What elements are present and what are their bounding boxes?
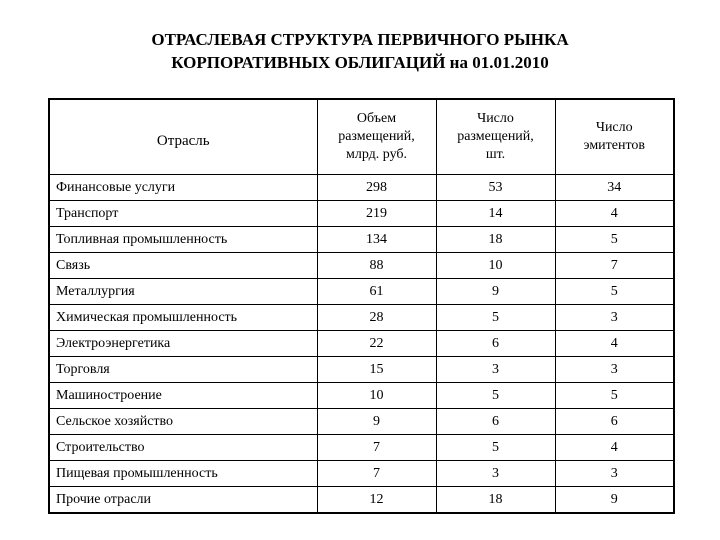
- sector-cell: Прочие отрасли: [49, 487, 317, 514]
- placements-cell: 3: [436, 357, 555, 383]
- sector-cell: Сельское хозяйство: [49, 409, 317, 435]
- header-issuers-line-1: Число: [595, 120, 633, 135]
- placements-cell: 18: [436, 227, 555, 253]
- header-placements: [436, 99, 555, 175]
- issuers-cell: 3: [555, 305, 674, 331]
- placements-cell: 9: [436, 279, 555, 305]
- table-row: [49, 175, 674, 201]
- placements-cell: 5: [436, 305, 555, 331]
- volume-cell: 15: [317, 357, 436, 383]
- table-row: [49, 383, 674, 409]
- sector-cell: Машиностроение: [49, 383, 317, 409]
- header-volume-line-2: размещений,: [338, 129, 415, 144]
- header-placements-line-1: Число: [477, 111, 514, 126]
- title-line-2: КОРПОРАТИВНЫХ ОБЛИГАЦИЙ на 01.01.2010: [171, 53, 549, 72]
- sector-cell: Транспорт: [49, 201, 317, 227]
- placements-cell: 10: [436, 253, 555, 279]
- issuers-cell: 34: [555, 175, 674, 201]
- sector-table: [48, 98, 675, 514]
- issuers-cell: 6: [555, 409, 674, 435]
- volume-cell: 22: [317, 331, 436, 357]
- issuers-cell: 5: [555, 227, 674, 253]
- header-sector: [49, 99, 317, 175]
- volume-cell: 9: [317, 409, 436, 435]
- volume-cell: 298: [317, 175, 436, 201]
- volume-cell: 134: [317, 227, 436, 253]
- header-volume: [317, 99, 436, 175]
- volume-cell: 12: [317, 487, 436, 514]
- volume-cell: 61: [317, 279, 436, 305]
- table-row: [49, 201, 674, 227]
- issuers-cell: 7: [555, 253, 674, 279]
- title-line-1: ОТРАСЛЕВАЯ СТРУКТУРА ПЕРВИЧНОГО РЫНКА: [151, 30, 569, 49]
- table-row: [49, 253, 674, 279]
- placements-cell: 18: [436, 487, 555, 514]
- header-placements-line-2: размещений,: [457, 129, 534, 144]
- sector-cell: Химическая промышленность: [49, 305, 317, 331]
- issuers-cell: 3: [555, 461, 674, 487]
- header-sector-line: Отрасль: [156, 133, 210, 149]
- header-placements-line-3: шт.: [485, 147, 506, 162]
- volume-cell: 7: [317, 435, 436, 461]
- header-issuers-line-2: эмитентов: [583, 138, 646, 153]
- sector-cell: Электроэнергетика: [49, 331, 317, 357]
- table-row: [49, 461, 674, 487]
- table-row: [49, 227, 674, 253]
- header-volume-line-1: Объем: [356, 111, 397, 126]
- volume-cell: 219: [317, 201, 436, 227]
- placements-cell: 6: [436, 331, 555, 357]
- page-title: [0, 28, 720, 74]
- placements-cell: 5: [436, 435, 555, 461]
- volume-cell: 28: [317, 305, 436, 331]
- placements-cell: 53: [436, 175, 555, 201]
- volume-cell: 88: [317, 253, 436, 279]
- table-row: [49, 435, 674, 461]
- issuers-cell: 4: [555, 435, 674, 461]
- table-row: [49, 305, 674, 331]
- placements-cell: 5: [436, 383, 555, 409]
- issuers-cell: 5: [555, 383, 674, 409]
- issuers-cell: 3: [555, 357, 674, 383]
- placements-cell: 3: [436, 461, 555, 487]
- header-row: [49, 99, 674, 175]
- placements-cell: 14: [436, 201, 555, 227]
- issuers-cell: 4: [555, 331, 674, 357]
- header-volume-line-3: млрд. руб.: [345, 147, 408, 162]
- table-row: [49, 357, 674, 383]
- sector-cell: Топливная промышленность: [49, 227, 317, 253]
- sector-cell: Связь: [49, 253, 317, 279]
- volume-cell: 10: [317, 383, 436, 409]
- issuers-cell: 4: [555, 201, 674, 227]
- table-row: [49, 279, 674, 305]
- issuers-cell: 5: [555, 279, 674, 305]
- sector-cell: Пищевая промышленность: [49, 461, 317, 487]
- sector-cell: Металлургия: [49, 279, 317, 305]
- table-row: [49, 409, 674, 435]
- sector-cell: Торговля: [49, 357, 317, 383]
- issuers-cell: 9: [555, 487, 674, 514]
- header-issuers: [555, 99, 674, 175]
- table-row: [49, 331, 674, 357]
- table-row: [49, 487, 674, 514]
- sector-cell: Финансовые услуги: [49, 175, 317, 201]
- sector-cell: Строительство: [49, 435, 317, 461]
- placements-cell: 6: [436, 409, 555, 435]
- volume-cell: 7: [317, 461, 436, 487]
